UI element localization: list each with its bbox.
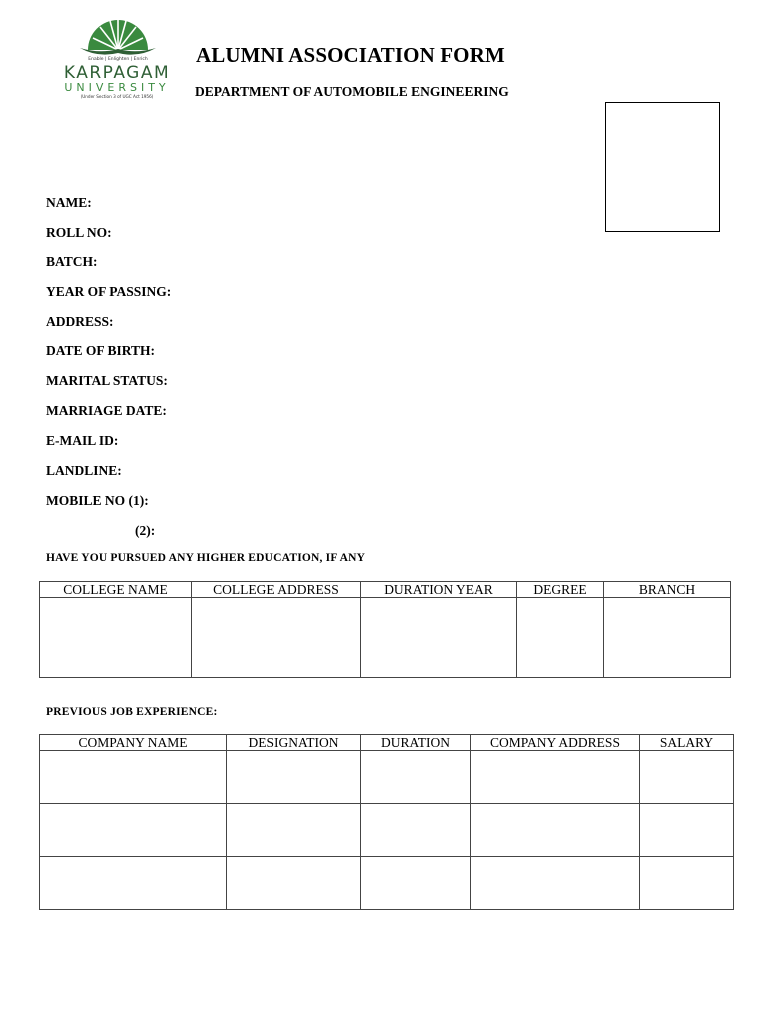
university-logo — [50, 8, 185, 100]
job-experience-label: PREVIOUS JOB EXPERIENCE: — [46, 706, 218, 718]
column-header: COMPANY ADDRESS — [471, 735, 640, 751]
field-year-of-passing: YEAR OF PASSING: — [46, 284, 172, 299]
higher-education-label: HAVE YOU PURSUED ANY HIGHER EDUCATION, IF ANY — [46, 552, 366, 564]
column-header: DURATION YEAR — [361, 582, 517, 598]
table-row — [40, 751, 734, 804]
table-cell[interactable] — [471, 751, 640, 804]
column-header: DEGREE — [517, 582, 604, 598]
table-cell[interactable] — [227, 804, 361, 857]
column-header: SALARY — [640, 735, 734, 751]
table-cell[interactable] — [227, 751, 361, 804]
table-cell[interactable] — [227, 857, 361, 910]
table-cell[interactable] — [471, 804, 640, 857]
field-marital-status: MARITAL STATUS: — [46, 373, 168, 388]
table-cell[interactable] — [40, 857, 227, 910]
table-cell[interactable] — [604, 598, 731, 678]
field-mobile-no-1: MOBILE NO (1): — [46, 493, 149, 508]
field-email-id: E-MAIL ID: — [46, 433, 119, 448]
field-batch: BATCH: — [46, 254, 98, 269]
higher-education-table — [39, 581, 731, 678]
table-cell[interactable] — [361, 857, 471, 910]
logo-brand-text: KARPAGAM — [63, 63, 171, 83]
table-cell[interactable] — [640, 857, 734, 910]
field-marriage-date: MARRIAGE DATE: — [46, 403, 167, 418]
table-cell[interactable] — [361, 598, 517, 678]
table-row — [40, 598, 731, 678]
table-cell[interactable] — [40, 598, 192, 678]
table-row — [40, 804, 734, 857]
photo-box — [605, 102, 720, 232]
table-cell[interactable] — [192, 598, 361, 678]
table-cell[interactable] — [640, 751, 734, 804]
table-cell[interactable] — [40, 804, 227, 857]
table-cell[interactable] — [40, 751, 227, 804]
column-header: COLLEGE NAME — [40, 582, 192, 598]
logo-emblem-icon — [50, 8, 185, 100]
field-date-of-birth: DATE OF BIRTH: — [46, 343, 156, 358]
column-header: BRANCH — [604, 582, 731, 598]
field-roll-no: ROLL NO: — [46, 225, 112, 240]
table-row — [40, 857, 734, 910]
form-title: ALUMNI ASSOCIATION FORM — [196, 43, 505, 67]
logo-note: (Under Section 3 of UGC Act 1956) — [80, 94, 154, 99]
column-header: COMPANY NAME — [40, 735, 227, 751]
table-cell[interactable] — [471, 857, 640, 910]
table-cell[interactable] — [361, 751, 471, 804]
logo-tagline: Enable | Enlighten | Enrich — [88, 57, 148, 62]
column-header: DURATION — [361, 735, 471, 751]
field-landline: LANDLINE: — [46, 463, 122, 478]
table-cell[interactable] — [361, 804, 471, 857]
column-header: DESIGNATION — [227, 735, 361, 751]
field-address: ADDRESS: — [46, 314, 114, 329]
department-title: DEPARTMENT OF AUTOMOBILE ENGINEERING — [195, 84, 509, 99]
table-header-row — [40, 735, 734, 751]
table-cell[interactable] — [640, 804, 734, 857]
table-header-row — [40, 582, 731, 598]
field-mobile-no-2: (2): — [135, 523, 156, 538]
logo-sub-text: UNIVERSITY — [64, 81, 170, 94]
field-name: NAME: — [46, 195, 92, 210]
column-header: COLLEGE ADDRESS — [192, 582, 361, 598]
job-experience-table — [39, 734, 734, 910]
table-cell[interactable] — [517, 598, 604, 678]
